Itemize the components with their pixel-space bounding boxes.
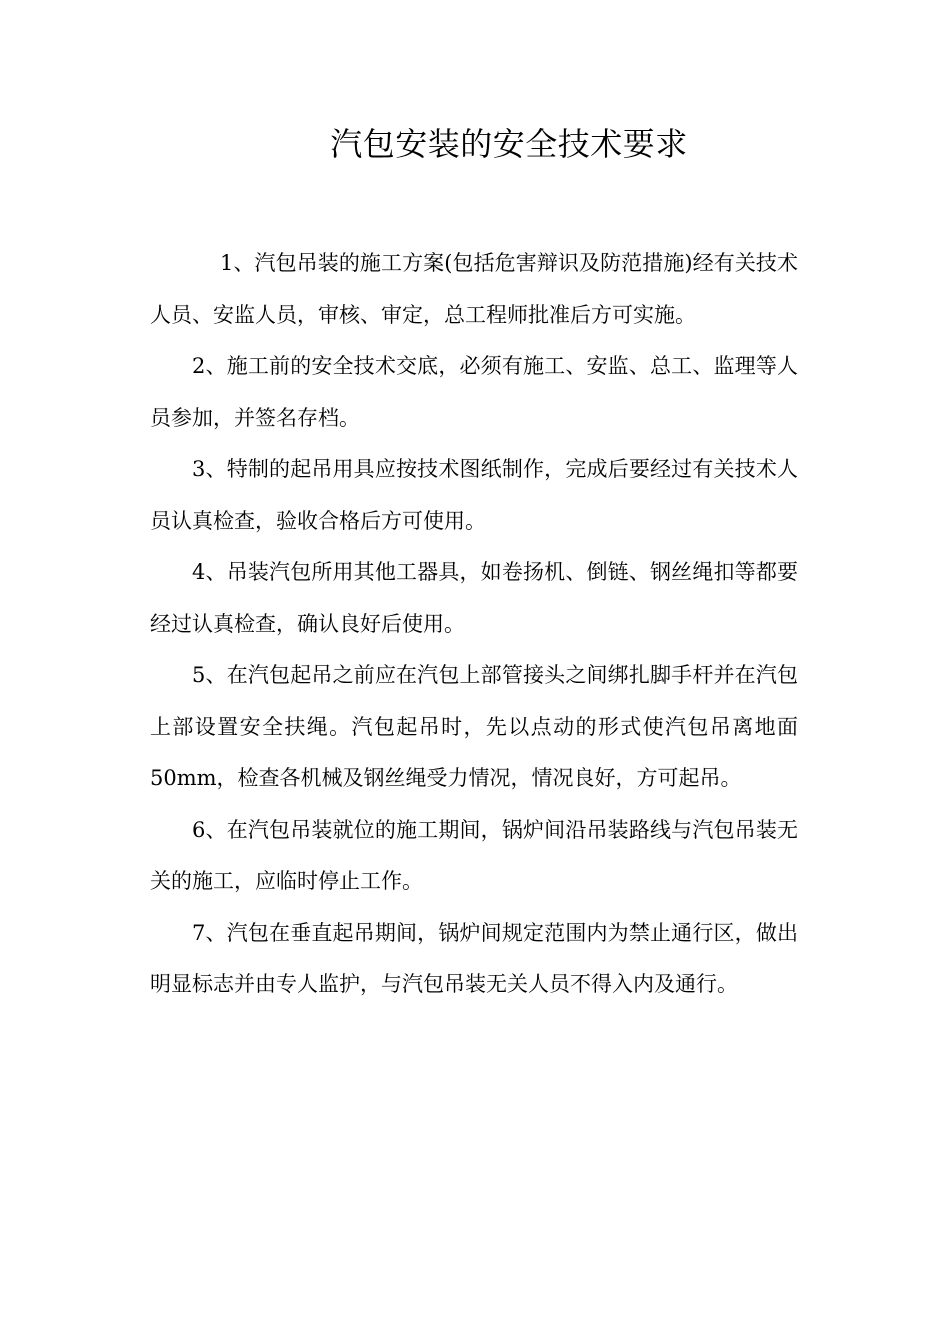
paragraph-3: 3、特制的起吊用具应按技术图纸制作，完成后要经过有关技术人员认真检查，验收合格后方可使用。 [150, 457, 798, 533]
paragraph-5: 5、在汽包起吊之前应在汽包上部管接头之间绑扎脚手杆并在汽包上部设置安全扶绳。汽包起吊时，先以点动的形式使汽包吊离地面 50mm，检查各机械及钢丝绳受力情况，情况良好，方可起吊。 [150, 663, 798, 790]
paragraph-1: 1、汽包吊装的施工方案(包括危害辩识及防范措施)经有关技术人员、安监人员，审核、审定，总工程师批准后方可实施。 [150, 251, 798, 327]
paragraph-6: 6、在汽包吊装就位的施工期间，锅炉间沿吊装路线与汽包吊装无关的施工，应临时停止工作。 [150, 817, 798, 893]
paragraph-7: 7、汽包在垂直起吊期间，锅炉间规定范围内为禁止通行区，做出明显标志并由专人监护，与汽包吊装无关人员不得入内及通行。 [150, 920, 798, 996]
paragraph-2: 2、施工前的安全技术交底，必须有施工、安监、总工、监理等人员参加，并签名存档。 [150, 354, 798, 430]
document-body [150, 238, 798, 1011]
document-title: 汽包安装的安全技术要求 [330, 125, 688, 163]
paragraph-4: 4、吊装汽包所用其他工器具，如卷扬机、倒链、钢丝绳扣等都要经过认真检查，确认良好后使用。 [150, 560, 798, 636]
